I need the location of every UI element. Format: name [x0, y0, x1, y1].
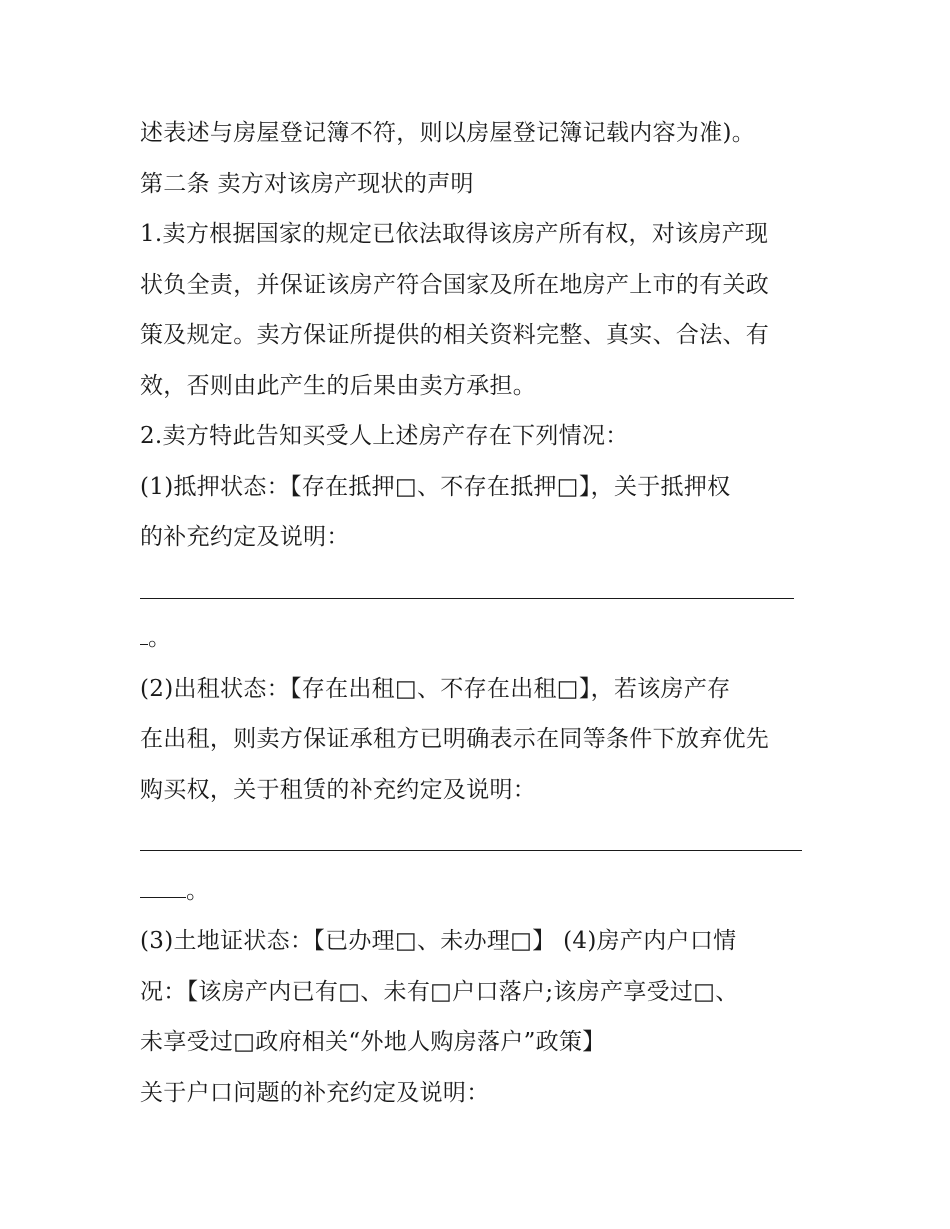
blank-end-punctuation: 。 [186, 877, 210, 904]
text-line: 2.卖方特此告知买受人上述房产存在下列情况： [140, 423, 629, 449]
lease-blank-end [140, 866, 820, 917]
text-line: 效，否则由此产生的后果由卖方承担。 [140, 372, 537, 399]
blank-tail [140, 866, 209, 917]
text-line: 述表述与房屋登记簿不符，则以房屋登记簿记载内容为准)。 [140, 120, 756, 146]
blank-underline-short [140, 879, 186, 898]
text-line: 策及规定。卖方保证所提供的相关资料完整、真实、合法、有 [140, 322, 770, 348]
text-line: 在出租，则卖方保证承租方已明确表示在同等条件下放弃优先 [140, 726, 770, 752]
article-heading: 第二条 卖方对该房产现状的声明 [140, 170, 474, 197]
text-line: 1.卖方根据国家的规定已依法取得该房产所有权，对该房产现 [140, 221, 769, 247]
blank-underline [140, 850, 802, 851]
mortgage-blank-line [140, 563, 820, 614]
mortgage-blank-end [140, 613, 820, 664]
blank-underline-short [140, 626, 148, 645]
text-line: 未享受过□政府相关“外地人购房落户”政策】 [140, 1029, 606, 1055]
text-line: 况：【该房产内已有□、未有□户口落户;该房产享受过□、 [140, 978, 739, 1005]
text-line: (1)抵押状态：【存在抵押□、不存在抵押□】，关于抵押权 [140, 473, 731, 500]
text-line: 状负全责，并保证该房产符合国家及所在地房产上市的有关政 [140, 271, 770, 298]
text-line: 的补充约定及说明： [140, 524, 350, 550]
blank-tail [140, 613, 171, 664]
document-page [140, 108, 820, 1118]
text-line: 关于户口问题的补充约定及说明： [140, 1079, 490, 1106]
text-line: 购买权，关于租赁的补充约定及说明： [140, 776, 537, 803]
text-line: (2)出租状态：【存在出租□、不存在出租□】，若该房产存 [140, 675, 731, 702]
blank-end-punctuation: 。 [148, 625, 172, 651]
blank-underline [140, 598, 794, 599]
text-line: (3)土地证状态：【已办理□、未办理□】 (4)房产内户口情 [140, 928, 737, 954]
lease-blank-line [140, 815, 820, 866]
